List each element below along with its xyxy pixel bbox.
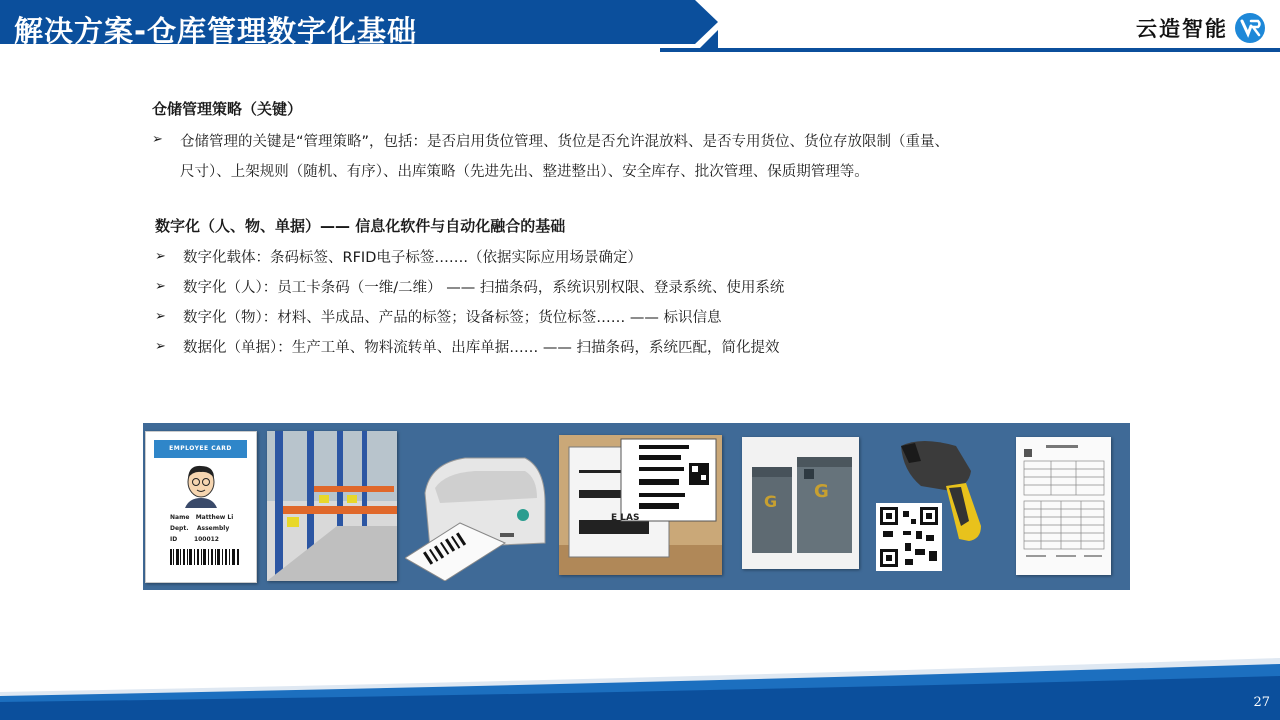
bullet-text: 数字化（人）：员工卡条码（一维/二维） —— 扫描条码，系统识别权限、登录系统、使用系统	[183, 280, 785, 296]
page-title: 解决方案-仓库管理数字化基础	[14, 14, 418, 48]
bullet-arrow-icon: ➢	[155, 279, 166, 294]
bullet-arrow-icon: ➢	[155, 309, 166, 324]
scanner-qr-image	[871, 431, 1001, 581]
employee-card-image	[145, 431, 257, 583]
svg-text:G: G	[764, 492, 778, 511]
footer-bar	[0, 650, 1280, 720]
page-number: 27	[1253, 695, 1270, 710]
warehouse-rack-image	[267, 431, 397, 581]
equipment-image	[742, 437, 859, 569]
card-barcode-icon	[170, 549, 240, 565]
bullet-text-continued: 尺寸）、上架规则（随机、有序）、出库策略（先进先出、整进整出）、安全库存、批次管理、保质期管理等。	[180, 164, 869, 180]
bullet-arrow-icon: ➢	[155, 249, 166, 264]
card-dept-row: Dept. Assembly	[170, 525, 230, 532]
brand	[1136, 10, 1266, 46]
brand-logo-icon	[1234, 12, 1266, 44]
bullet-text: 数字化载体：条码标签、RFID电子标签…….（依据实际应用场景确定）	[183, 250, 642, 266]
shipping-label-code: E LAS	[611, 513, 640, 523]
bullet-text: 数据化（单据）：生产工单、物料流转单、出库单据…… —— 扫描条码，系统匹配，简化提效	[183, 340, 780, 356]
bullet-arrow-icon: ➢	[152, 132, 163, 147]
section-heading-strategy: 仓储管理策略（关键）	[152, 100, 303, 118]
work-order-document-image	[1016, 437, 1111, 575]
image-strip	[143, 423, 1130, 590]
employee-avatar-icon	[181, 462, 221, 508]
brand-name: 云造智能	[1136, 16, 1228, 41]
bullet-text: 仓储管理的关键是“管理策略”，包括：是否启用货位管理、货位是否允许混放料、是否专用货位、货位存放限制（重量、	[180, 134, 950, 150]
shipping-label-image	[559, 435, 722, 575]
card-name-row: Name Matthew Li	[170, 514, 234, 521]
label-printer-image	[405, 433, 550, 581]
employee-card-header: EMPLOYEE CARD	[154, 440, 247, 458]
bullet-text: 数字化（物）：材料、半成品、产品的标签；设备标签；货位标签…… —— 标识信息	[183, 310, 722, 326]
bullet-arrow-icon: ➢	[155, 339, 166, 354]
card-id-row: ID 100012	[170, 536, 219, 543]
svg-text:G: G	[814, 481, 829, 502]
section-heading-digitization: 数字化（人、物、单据）—— 信息化软件与自动化融合的基础	[155, 217, 566, 235]
